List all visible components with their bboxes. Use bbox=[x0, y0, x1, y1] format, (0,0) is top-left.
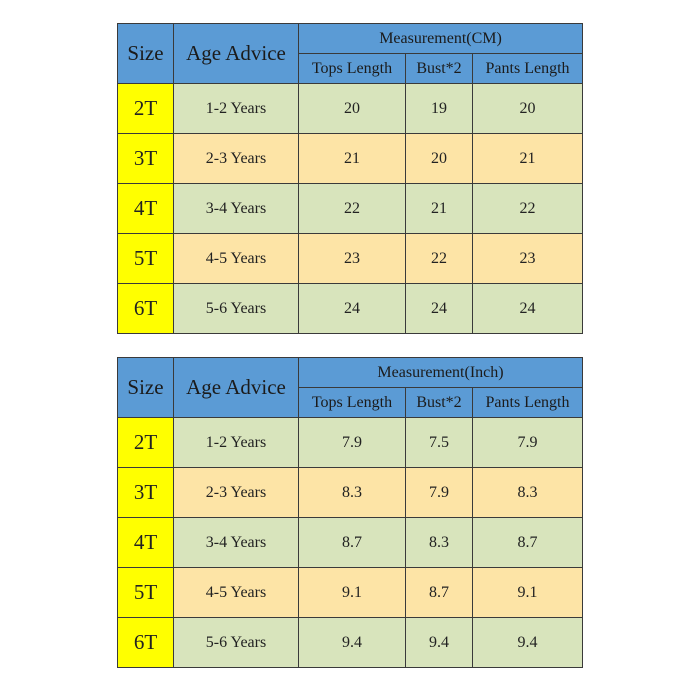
bust-cell: 22 bbox=[406, 234, 473, 284]
pants-length-cell: 8.3 bbox=[473, 468, 583, 518]
pants-length-cell: 22 bbox=[473, 184, 583, 234]
age-advice-header: Age Advice bbox=[174, 24, 299, 84]
age-cell: 3-4 Years bbox=[174, 184, 299, 234]
size-header: Size bbox=[118, 358, 174, 418]
pants-length-cell: 21 bbox=[473, 134, 583, 184]
age-cell: 3-4 Years bbox=[174, 518, 299, 568]
tops-length-cell: 8.7 bbox=[299, 518, 406, 568]
table-row bbox=[118, 134, 583, 184]
tops-length-cell: 23 bbox=[299, 234, 406, 284]
pants-length-cell: 8.7 bbox=[473, 518, 583, 568]
bust-cell: 19 bbox=[406, 84, 473, 134]
age-advice-header: Age Advice bbox=[174, 358, 299, 418]
pants-length-cell: 20 bbox=[473, 84, 583, 134]
age-cell: 1-2 Years bbox=[174, 418, 299, 468]
bust-cell: 9.4 bbox=[406, 618, 473, 668]
tops-length-header: Tops Length bbox=[299, 388, 406, 418]
table-row bbox=[118, 468, 583, 518]
age-cell: 2-3 Years bbox=[174, 134, 299, 184]
pants-length-cell: 24 bbox=[473, 284, 583, 334]
pants-length-cell: 7.9 bbox=[473, 418, 583, 468]
age-cell: 5-6 Years bbox=[174, 618, 299, 668]
tops-length-cell: 9.1 bbox=[299, 568, 406, 618]
size-cell: 3T bbox=[118, 134, 174, 184]
tops-length-cell: 7.9 bbox=[299, 418, 406, 468]
table-header-row bbox=[118, 24, 583, 54]
bust-header: Bust*2 bbox=[406, 388, 473, 418]
size-cell: 4T bbox=[118, 518, 174, 568]
bust-cell: 7.9 bbox=[406, 468, 473, 518]
table-header-row bbox=[118, 358, 583, 388]
tops-length-cell: 24 bbox=[299, 284, 406, 334]
size-cell: 3T bbox=[118, 468, 174, 518]
pants-length-header: Pants Length bbox=[473, 388, 583, 418]
bust-cell: 7.5 bbox=[406, 418, 473, 468]
age-cell: 2-3 Years bbox=[174, 468, 299, 518]
size-cell: 6T bbox=[118, 284, 174, 334]
pants-length-cell: 9.1 bbox=[473, 568, 583, 618]
table-row bbox=[118, 518, 583, 568]
size-chart-cm-table bbox=[117, 23, 583, 334]
table-row bbox=[118, 618, 583, 668]
tops-length-cell: 21 bbox=[299, 134, 406, 184]
bust-header: Bust*2 bbox=[406, 54, 473, 84]
table-row bbox=[118, 234, 583, 284]
size-cell: 5T bbox=[118, 234, 174, 284]
table-row bbox=[118, 284, 583, 334]
pants-length-cell: 9.4 bbox=[473, 618, 583, 668]
tops-length-cell: 20 bbox=[299, 84, 406, 134]
bust-cell: 21 bbox=[406, 184, 473, 234]
tops-length-cell: 22 bbox=[299, 184, 406, 234]
size-chart-inch-table bbox=[117, 357, 583, 668]
age-cell: 5-6 Years bbox=[174, 284, 299, 334]
pants-length-header: Pants Length bbox=[473, 54, 583, 84]
table-row bbox=[118, 418, 583, 468]
size-cell: 6T bbox=[118, 618, 174, 668]
age-cell: 1-2 Years bbox=[174, 84, 299, 134]
pants-length-cell: 23 bbox=[473, 234, 583, 284]
bust-cell: 20 bbox=[406, 134, 473, 184]
table-row bbox=[118, 184, 583, 234]
bust-cell: 8.7 bbox=[406, 568, 473, 618]
tops-length-cell: 9.4 bbox=[299, 618, 406, 668]
bust-cell: 24 bbox=[406, 284, 473, 334]
measurement-header: Measurement(CM) bbox=[299, 24, 583, 54]
measurement-header: Measurement(Inch) bbox=[299, 358, 583, 388]
size-cell: 4T bbox=[118, 184, 174, 234]
size-header: Size bbox=[118, 24, 174, 84]
table-row bbox=[118, 568, 583, 618]
age-cell: 4-5 Years bbox=[174, 234, 299, 284]
size-cell: 2T bbox=[118, 84, 174, 134]
size-cell: 2T bbox=[118, 418, 174, 468]
table-row bbox=[118, 84, 583, 134]
age-cell: 4-5 Years bbox=[174, 568, 299, 618]
tops-length-cell: 8.3 bbox=[299, 468, 406, 518]
size-cell: 5T bbox=[118, 568, 174, 618]
tops-length-header: Tops Length bbox=[299, 54, 406, 84]
bust-cell: 8.3 bbox=[406, 518, 473, 568]
